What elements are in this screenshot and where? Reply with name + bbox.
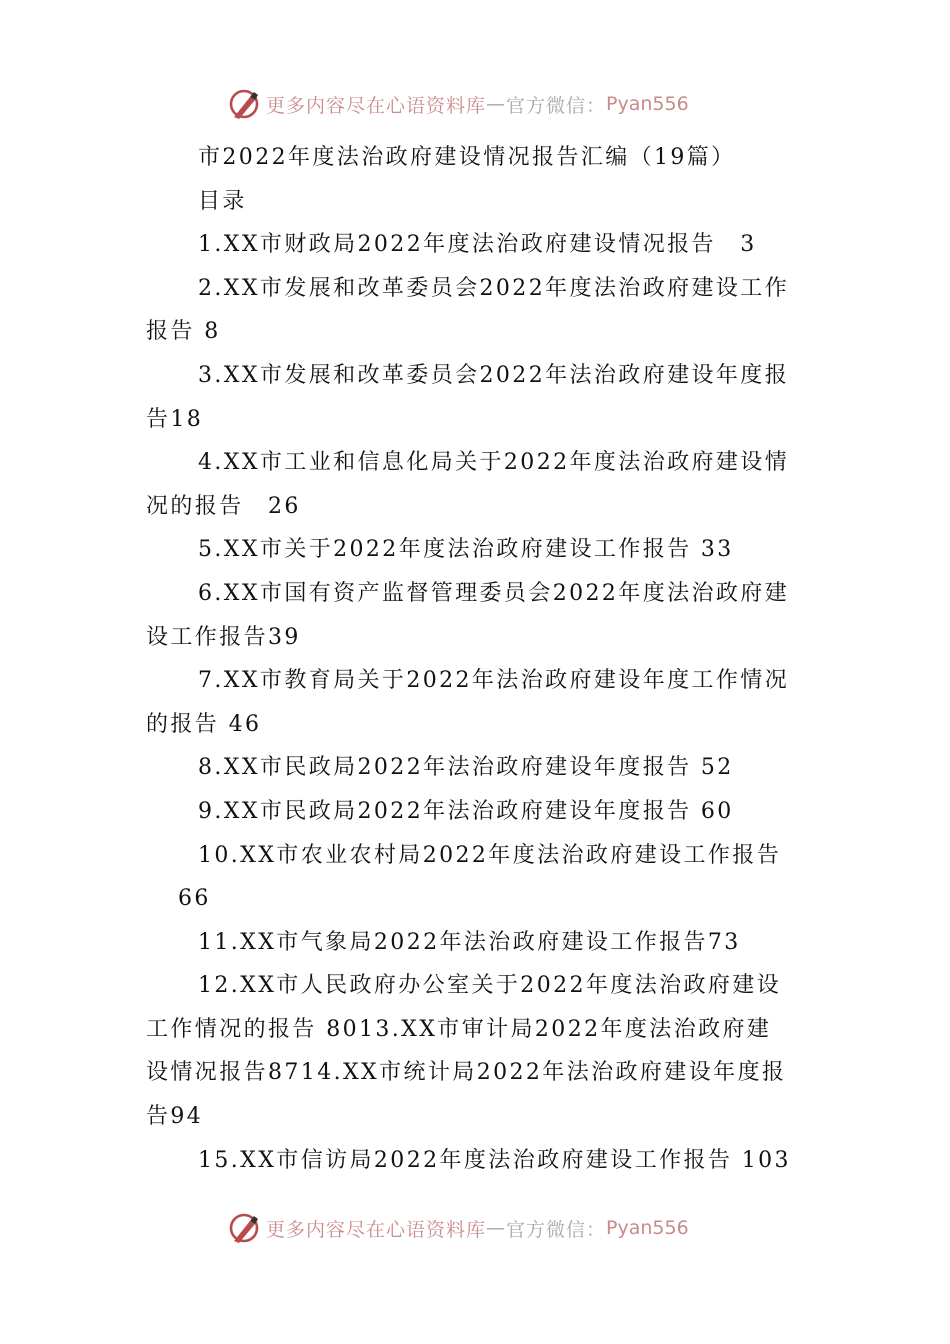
toc-line: 66 xyxy=(178,886,211,912)
toc-line: 告94 xyxy=(146,1104,204,1130)
document-title: 市2022年度法治政府建设情况报告汇编（19篇） xyxy=(198,145,736,170)
toc-line: 3.XX市发展和改革委员会2022年法治政府建设年度报 xyxy=(198,362,790,388)
toc-line: 11.XX市气象局2022年法治政府建设工作报告73 xyxy=(198,929,741,955)
toc-line: 5.XX市关于2022年度法治政府建设工作报告 33 xyxy=(198,537,734,563)
footer-watermark xyxy=(228,1208,689,1248)
toc-line: 9.XX市民政局2022年法治政府建设年度报告 60 xyxy=(198,798,734,824)
toc-line: 8.XX市民政局2022年法治政府建设年度报告 52 xyxy=(198,755,734,781)
toc-line: 工作情况的报告 8013.XX市审计局2022年度法治政府建 xyxy=(146,1016,772,1042)
watermark-text: 更多内容尽在心语资料库 xyxy=(266,94,487,117)
watermark-contact-id: Pyan556 xyxy=(606,1217,689,1239)
pen-logo-icon xyxy=(228,1211,262,1245)
toc-line: 10.XX市农业农村局2022年度法治政府建设工作报告 xyxy=(198,842,782,868)
toc-line: 况的报告 26 xyxy=(146,493,301,519)
watermark-contact-id: Pyan556 xyxy=(606,93,689,115)
toc-line: 的报告 46 xyxy=(146,711,262,737)
toc-line: 告18 xyxy=(146,406,204,432)
toc-line: 报告 8 xyxy=(146,319,221,345)
toc-line: 6.XX市国有资产监督管理委员会2022年度法治政府建 xyxy=(198,580,790,606)
watermark-contact-label: 官方微信： xyxy=(506,1218,607,1241)
toc-line: 设工作报告39 xyxy=(146,624,301,650)
watermark-dash: — xyxy=(486,93,507,115)
header-watermark xyxy=(228,84,689,124)
watermark-text: 更多内容尽在心语资料库 xyxy=(266,1218,487,1241)
toc-heading: 目录 xyxy=(198,188,247,214)
watermark-contact-label: 官方微信： xyxy=(506,94,607,117)
toc-line: 12.XX市人民政府办公室关于2022年度法治政府建设 xyxy=(198,973,782,999)
toc-line: 设情况报告8714.XX市统计局2022年法治政府建设年度报 xyxy=(146,1060,787,1086)
toc-line: 1.XX市财政局2022年度法治政府建设情况报告 3 xyxy=(198,232,757,258)
pen-logo-icon xyxy=(228,87,262,121)
toc-line: 2.XX市发展和改革委员会2022年度法治政府建设工作 xyxy=(198,275,790,301)
toc-line: 15.XX市信访局2022年度法治政府建设工作报告 103 xyxy=(198,1147,791,1173)
toc-line: 4.XX市工业和信息化局关于2022年度法治政府建设情 xyxy=(198,450,790,476)
document-body xyxy=(146,136,810,1182)
toc-line: 7.XX市教育局关于2022年法治政府建设年度工作情况 xyxy=(198,668,790,694)
watermark-dash: — xyxy=(486,1217,507,1239)
